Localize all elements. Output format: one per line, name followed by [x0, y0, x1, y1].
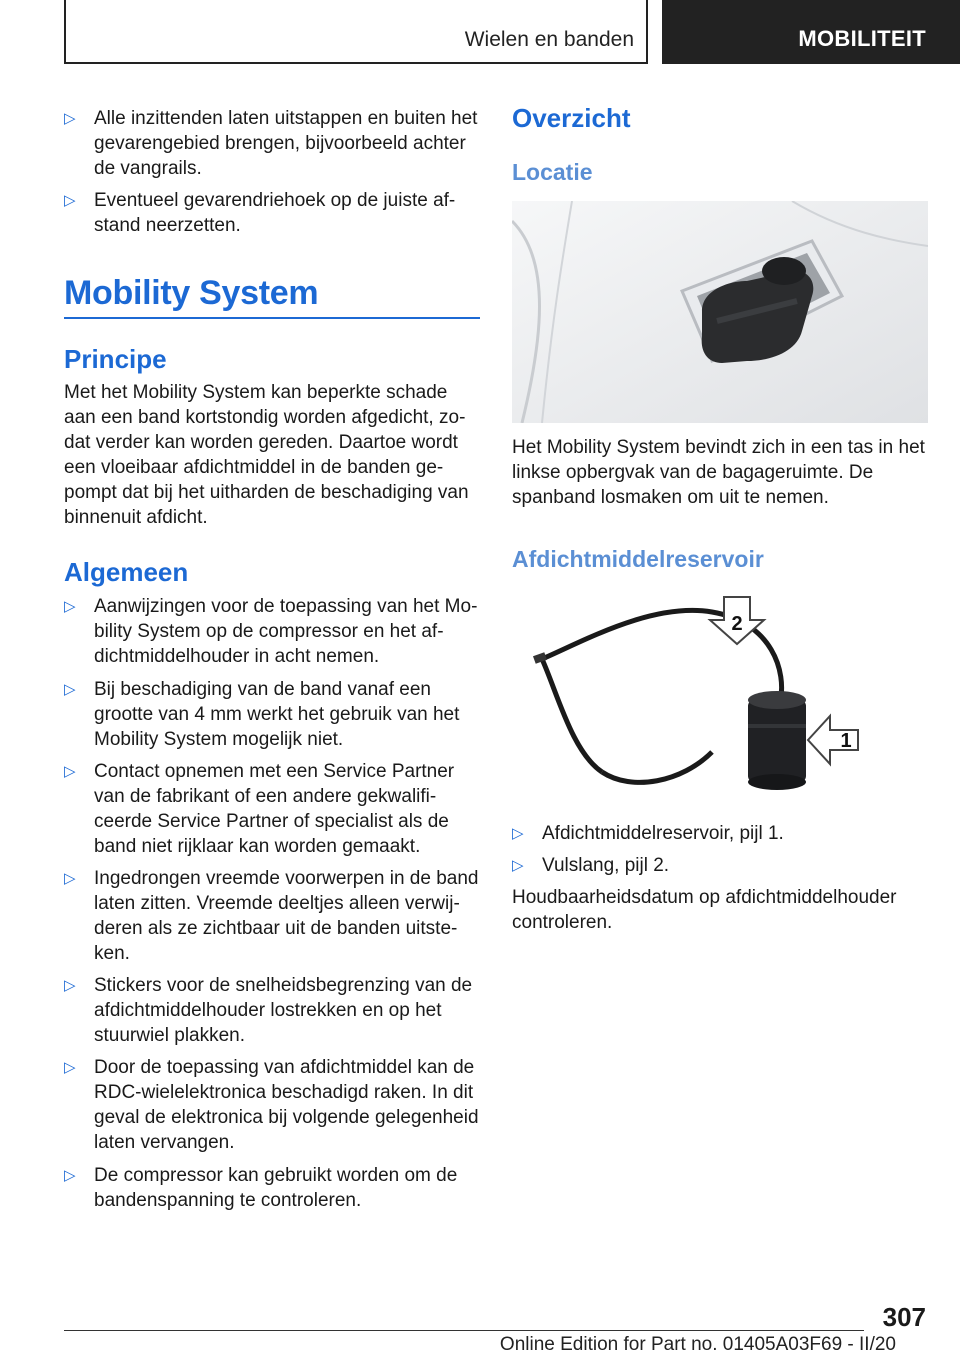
callout-arrow-2-icon — [710, 597, 764, 644]
bullet-triangle-icon: ▷ — [64, 1059, 76, 1076]
list-item-text: Bij beschadiging van de band vanaf een grootte van 4 mm werkt het gebruik van het Mobility System mogelijk niet. — [94, 679, 460, 750]
header-section-frame — [64, 0, 648, 64]
trunk-compartment-illustration — [512, 201, 928, 423]
list-item-text: Afdichtmiddelreservoir, pijl 1. — [542, 823, 784, 844]
heading-overzicht: Overzicht — [512, 103, 631, 133]
reservoir-paragraph: Houdbaarheidsdatum op afdichtmiddelhouder controleren. — [512, 887, 897, 933]
bullet-triangle-icon: ▷ — [512, 857, 524, 874]
list-item — [64, 866, 480, 966]
list-item — [64, 759, 480, 859]
locatie-paragraph: Het Mobility System bevindt zich in een tas in het linkse opbergvak van de bagageruimte. De spanband losmaken om uit te nemen. — [512, 437, 925, 508]
bullet-triangle-icon: ▷ — [512, 825, 524, 842]
header-section-title: Wielen en banden — [464, 28, 634, 51]
list-item-text: De compressor kan gebruikt worden om de bandenspanning te controleren. — [94, 1165, 458, 1211]
list-item-text: Contact opnemen met een Service Partner van de fabrikant of een andere gekwalificeerde Service Partner of specialist als de band niet rijklaar kan worden gemaakt. — [94, 761, 455, 857]
location-photo — [512, 201, 928, 423]
list-item-text: Door de toepassing van afdichtmiddel kan de RDC-wielelektronica beschadigd raken. In dit geval de elektronica bij volgende gelegenheid laten vervangen. — [94, 1057, 479, 1153]
callout-label-2: 2 — [731, 613, 743, 635]
list-item-text: Ingedrongen vreemde voorwerpen in de band laten zitten. Vreemde deeltjes alleen verwijderen als ze zichtbaar uit de banden uitsteken. — [94, 868, 479, 964]
header-chapter-tab — [662, 0, 960, 64]
principe-paragraph: Met het Mobility System kan beperkte schade aan een band kortstondig worden afgedicht, zodat verder kan worden gereden. Daartoe wordt een vloeibaar afdichtmiddel in de banden gepompt dat bij het uitharden de beschadiging van binnenuit afdicht. — [64, 382, 469, 528]
title-underline — [64, 317, 480, 319]
heading-algemeen: Algemeen — [64, 557, 189, 587]
footer-edition: Online Edition for Part no. 01405A03F69 - II/20 — [499, 1334, 896, 1355]
list-item-text: Alle inzittenden laten uitstappen en buiten het gevarengebied brengen, bijvoorbeeld achter de vangrails. — [94, 108, 478, 179]
list-item — [64, 677, 480, 752]
list-item — [64, 594, 480, 669]
bullet-triangle-icon: ▷ — [64, 977, 76, 994]
list-item — [64, 1163, 480, 1213]
reservoir-illustration — [512, 592, 928, 797]
list-item — [512, 821, 928, 846]
footer-divider — [64, 1330, 864, 1331]
bullet-triangle-icon: ▷ — [64, 192, 76, 209]
bullet-triangle-icon: ▷ — [64, 110, 76, 127]
header-chapter-title: MOBILITEIT — [798, 26, 926, 51]
bullet-triangle-icon: ▷ — [64, 1167, 76, 1184]
page-number: 307 — [882, 1302, 926, 1332]
list-item — [512, 853, 928, 878]
callout-arrow-1-icon — [808, 707, 858, 764]
list-item-text: Eventueel gevarendriehoek op de juiste afstand neerzetten. — [94, 190, 456, 236]
list-item — [64, 188, 480, 238]
list-item — [64, 1055, 480, 1155]
heading-reservoir: Afdichtmiddelreservoir — [512, 546, 764, 572]
heading-locatie: Locatie — [512, 159, 593, 185]
list-item-text: Aanwijzingen voor de toepassing van het Mobility System op de compressor en het afdichtmiddelhouder in acht nemen. — [94, 596, 478, 667]
bullet-triangle-icon: ▷ — [64, 870, 76, 887]
list-item — [64, 973, 480, 1048]
list-item — [64, 106, 480, 181]
heading-principe: Principe — [64, 344, 167, 374]
sealant-reservoir-illustration — [512, 592, 928, 797]
bullet-triangle-icon: ▷ — [64, 763, 76, 780]
list-item-text: Stickers voor de snelheidsbegrenzing van de afdichtmiddelhouder lostrekken en op het stuurwiel plakken. — [94, 975, 473, 1046]
bullet-triangle-icon: ▷ — [64, 598, 76, 615]
list-item-text: Vulslang, pijl 2. — [542, 855, 670, 876]
section-title: Mobility System — [64, 274, 319, 312]
bullet-triangle-icon: ▷ — [64, 681, 76, 698]
callout-label-1: 1 — [840, 730, 852, 752]
